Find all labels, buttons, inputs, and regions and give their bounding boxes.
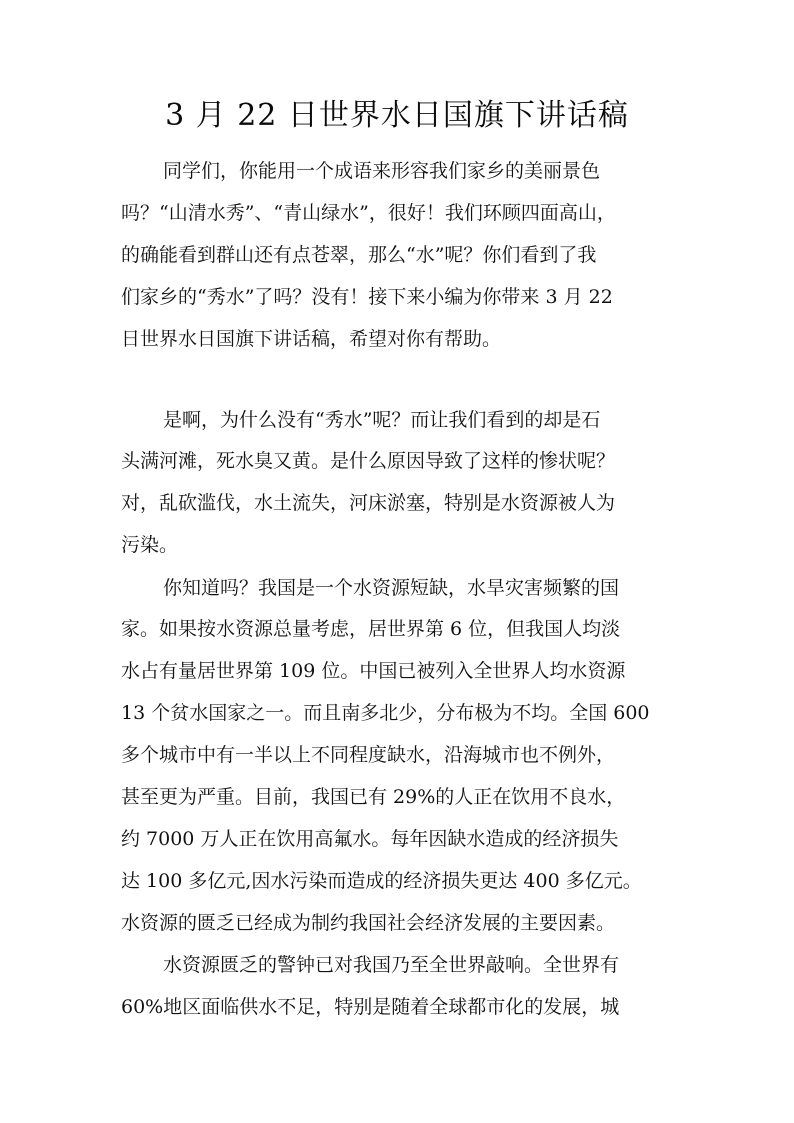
paragraph-3-line-6: 甚至更为严重。目前，我国已有 29%的人正在饮用不良水， xyxy=(121,786,626,808)
paragraph-1-line-4: 们家乡的“秀水”了吗？没有！接下来小编为你带来 3 月 22 xyxy=(121,286,613,308)
paragraph-2-line-4: 污染。 xyxy=(121,534,179,556)
document-title: 3 月 22 日世界水日国旗下讲话稿 xyxy=(165,98,629,133)
paragraph-2-line-1: 是啊，为什么没有“秀水”呢？而让我们看到的却是石 xyxy=(163,409,601,431)
paragraph-1-line-1: 同学们，你能用一个成语来形容我们家乡的美丽景色 xyxy=(163,160,601,182)
paragraph-3-line-2: 家。如果按水资源总量考虑，居世界第 6 位，但我国人均淡 xyxy=(121,618,621,640)
paragraph-1-line-2: 吗？“山清水秀”、“青山绿水”，很好！我们环顾四面高山， xyxy=(121,202,616,224)
paragraph-3-line-7: 约 7000 万人正在饮用高氟水。每年因缺水造成的经济损失 xyxy=(121,828,619,850)
paragraph-1-line-5: 日世界水日国旗下讲话稿，希望对你有帮助。 xyxy=(121,328,502,350)
paragraph-2-line-3: 对，乱砍滥伐，水土流失，河床淤塞，特别是水资源被人为 xyxy=(121,492,616,514)
paragraph-4-line-1: 水资源匮乏的警钟已对我国乃至全世界敲响。全世界有 xyxy=(163,954,620,976)
paragraph-3-line-1: 你知道吗？我国是一个水资源短缺，水旱灾害频繁的国 xyxy=(163,577,620,599)
paragraph-3-line-3: 水占有量居世界第 109 位。中国已被列入全世界人均水资源 xyxy=(121,660,626,682)
paragraph-2-line-2: 头满河滩，死水臭又黄。是什么原因导致了这样的惨状呢？ xyxy=(121,450,616,472)
paragraph-3-line-4: 13 个贫水国家之一。而且南多北少，分布极为不均。全国 600 xyxy=(121,702,650,724)
paragraph-4-line-2: 60%地区面临供水不足，特别是随着全球都市化的发展，城 xyxy=(121,996,620,1018)
paragraph-3-line-8: 达 100 多亿元,因水污染而造成的经济损失更达 400 多亿元。 xyxy=(121,870,642,892)
paragraph-1-line-3: 的确能看到群山还有点苍翠，那么“水”呢？你们看到了我 xyxy=(121,244,597,266)
paragraph-3-line-5: 多个城市中有一半以上不同程度缺水，沿海城市也不例外， xyxy=(121,744,616,766)
paragraph-3-line-9: 水资源的匮乏已经成为制约我国社会经济发展的主要因素。 xyxy=(121,912,616,934)
